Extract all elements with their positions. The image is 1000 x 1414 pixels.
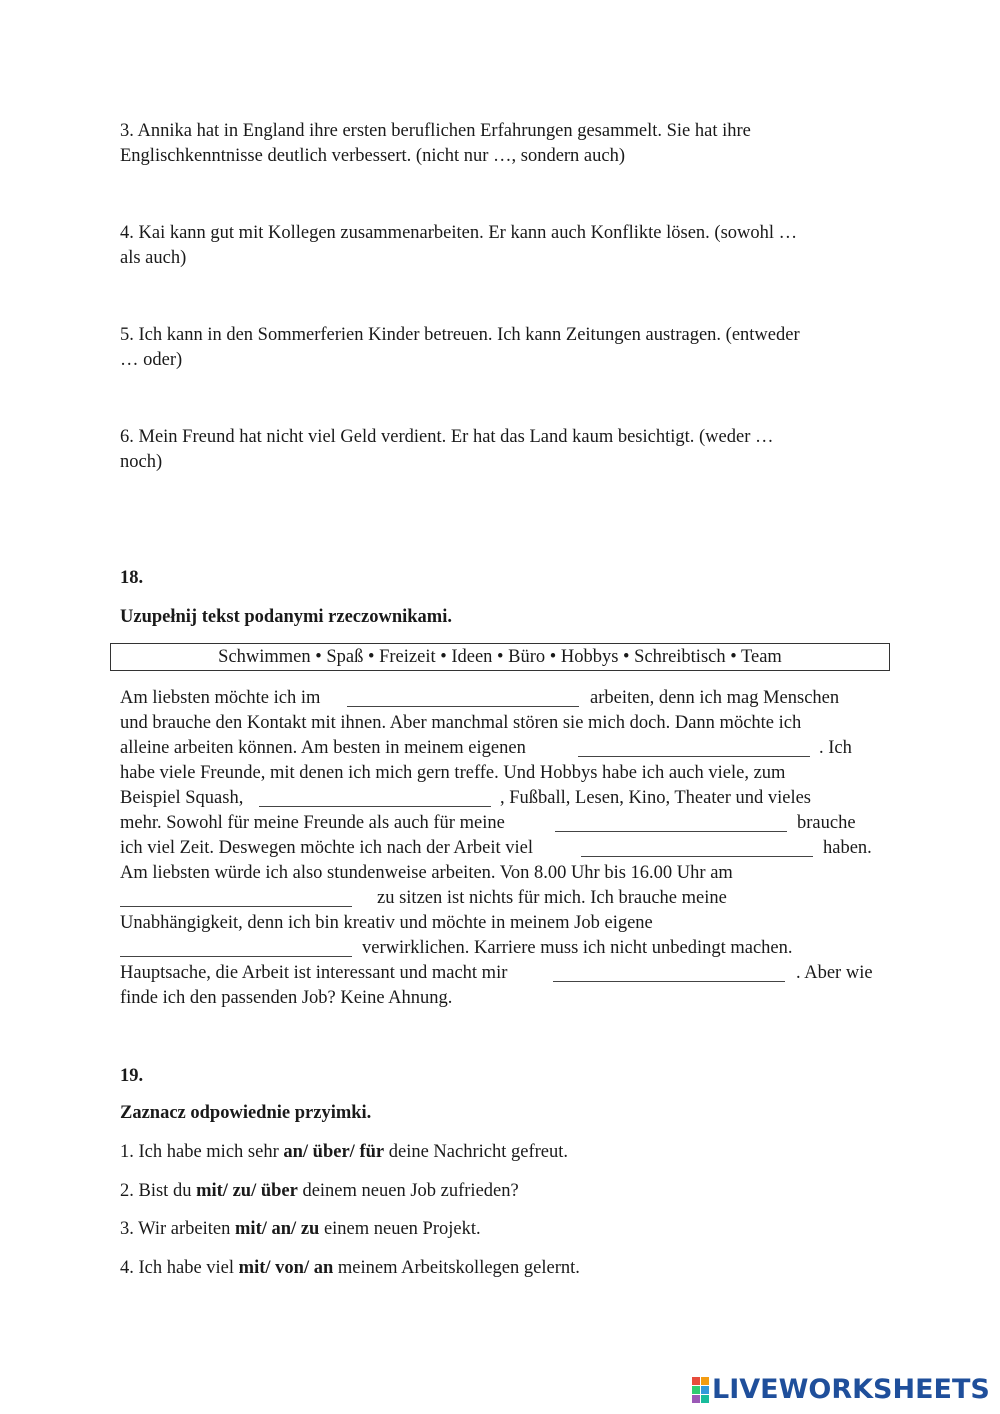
logo-text: LIVEWORKSHEETS (712, 1374, 990, 1405)
exercise-19-item-3 (120, 1217, 481, 1242)
option-mit[interactable]: mit/ (235, 1219, 267, 1239)
item-text-line: Englischkenntnisse deutlich verbessert. (nicht nur …, sondern auch) (120, 146, 626, 166)
exercise-19-item-1 (120, 1140, 568, 1165)
option-an[interactable]: an/ (283, 1142, 309, 1162)
text-line: und brauche den Kontakt mit ihnen. Aber manchmal stören sie mich doch. Dann möchte ich (120, 713, 802, 733)
item-text-line: 5. Ich kann in den Sommerferien Kinder betreuen. Ich kann Zeitungen austragen. (entweder (120, 325, 800, 345)
logo-blocks-icon (692, 1377, 709, 1403)
item-text: 1. Ich habe mich sehr (120, 1142, 284, 1162)
blank-5[interactable] (581, 856, 813, 857)
text-line: . Aber wie (796, 963, 873, 983)
text-line: haben. (823, 838, 872, 858)
text-line: Unabhängigkeit, denn ich bin kreativ und möchte in meinem Job eigene (120, 913, 653, 933)
item-text-line: als auch) (120, 248, 187, 268)
item-text: deine Nachricht gefreut. (384, 1142, 568, 1162)
blank-6[interactable] (120, 906, 352, 907)
exercise-19-item-2 (120, 1179, 519, 1204)
text-line: Am liebsten möchte ich im (120, 688, 321, 708)
option-an[interactable]: an/ (271, 1219, 297, 1239)
logo-block (701, 1377, 709, 1385)
blank-8[interactable] (553, 981, 785, 982)
item-text-line: … oder) (120, 350, 183, 370)
exercise-19-item-4 (120, 1256, 580, 1281)
liveworksheets-logo (692, 1376, 990, 1404)
text-line: finde ich den passenden Job? Keine Ahnung. (120, 988, 453, 1008)
word-bank-box: Schwimmen • Spaß • Freizeit • Ideen • Büro • Hobbys • Schreibtisch • Team (110, 643, 890, 671)
option-mit[interactable]: mit/ (238, 1258, 271, 1278)
exercise-19-number: 19. (120, 1066, 144, 1086)
logo-block (701, 1395, 709, 1403)
text-line: brauche (797, 813, 856, 833)
blank-3[interactable] (259, 806, 491, 807)
text-line: zu sitzen ist nichts für mich. Ich brauche meine (377, 888, 727, 908)
exercise-18-number: 18. (120, 568, 144, 588)
text-line: , Fußball, Lesen, Kino, Theater und vieles (500, 788, 812, 808)
option-fuer[interactable]: für (359, 1142, 385, 1162)
exercise-18-instruction: Uzupełnij tekst podanymi rzeczownikami. (120, 607, 452, 627)
blank-2[interactable] (578, 756, 810, 757)
item-text-line: 4. Kai kann gut mit Kollegen zusammenarbeiten. Er kann auch Konflikte lösen. (sowohl … (120, 223, 798, 243)
item-text: 4. Ich habe viel (120, 1258, 239, 1278)
text-line: ich viel Zeit. Deswegen möchte ich nach der Arbeit viel (120, 838, 534, 858)
item-text-line: noch) (120, 452, 163, 472)
item-text: 2. Bist du (120, 1181, 197, 1201)
blank-4[interactable] (555, 831, 787, 832)
item-text-line: 6. Mein Freund hat nicht viel Geld verdient. Er hat das Land kaum besichtigt. (weder … (120, 427, 774, 447)
option-zu[interactable]: zu/ (232, 1181, 257, 1201)
exercise-19-instruction: Zaznacz odpowiednie przyimki. (120, 1103, 372, 1123)
blank-7[interactable] (120, 956, 352, 957)
item-text-line: 3. Annika hat in England ihre ersten beruflichen Erfahrungen gesammelt. Sie hat ihre (120, 121, 751, 141)
option-ueber[interactable]: über (260, 1181, 298, 1201)
item-text: deinem neuen Job zufrieden? (297, 1181, 519, 1201)
item-text: einem neuen Projekt. (319, 1219, 481, 1239)
text-line: mehr. Sowohl für meine Freunde als auch für meine (120, 813, 505, 833)
option-ueber[interactable]: über/ (312, 1142, 355, 1162)
text-line: verwirklichen. Karriere muss ich nicht unbedingt machen. (362, 938, 793, 958)
text-line: alleine arbeiten können. Am besten in meinem eigenen (120, 738, 526, 758)
item-text: meinem Arbeitskollegen gelernt. (333, 1258, 580, 1278)
option-an[interactable]: an (313, 1258, 334, 1278)
logo-block (692, 1395, 700, 1403)
logo-block (692, 1377, 700, 1385)
logo-block (692, 1386, 700, 1394)
option-von[interactable]: von/ (275, 1258, 310, 1278)
option-zu[interactable]: zu (300, 1219, 320, 1239)
text-line: Hauptsache, die Arbeit ist interessant und macht mir (120, 963, 508, 983)
item-text: 3. Wir arbeiten (120, 1219, 236, 1239)
text-line: Beispiel Squash, (120, 788, 244, 808)
logo-block (701, 1386, 709, 1394)
option-mit[interactable]: mit/ (196, 1181, 228, 1201)
blank-1[interactable] (347, 706, 579, 707)
text-line: . Ich (819, 738, 852, 758)
text-line: arbeiten, denn ich mag Menschen (590, 688, 840, 708)
text-line: Am liebsten würde ich also stundenweise arbeiten. Von 8.00 Uhr bis 16.00 Uhr am (120, 863, 733, 883)
text-line: habe viele Freunde, mit denen ich mich gern treffe. Und Hobbys habe ich auch viele, zum (120, 763, 786, 783)
